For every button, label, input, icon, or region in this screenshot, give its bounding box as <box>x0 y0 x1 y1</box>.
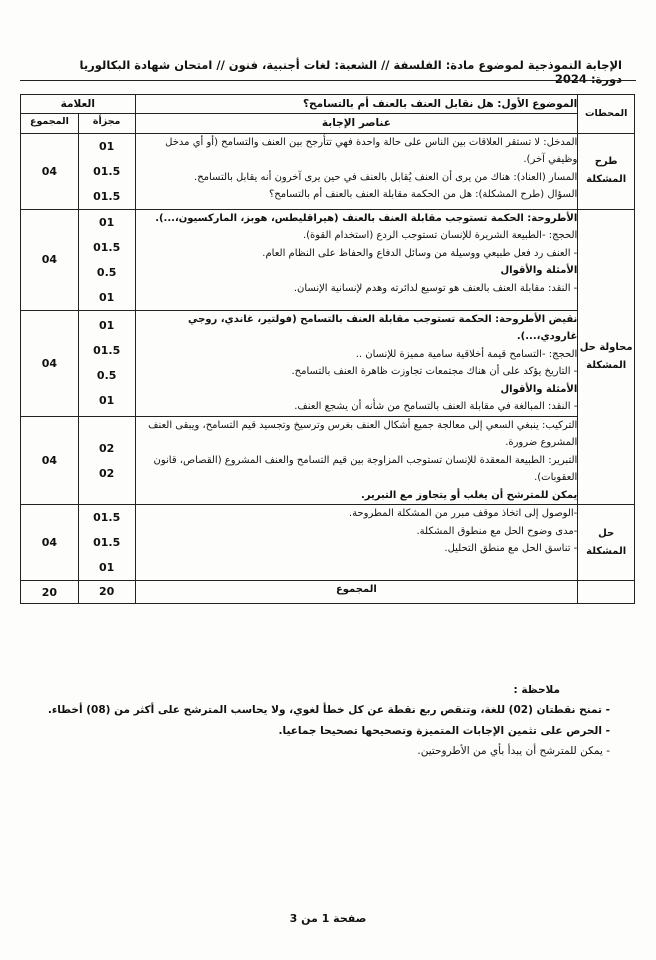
part-grade: 02 <box>99 441 115 455</box>
empty-cell <box>578 581 635 604</box>
part-grade: 01.5 <box>93 511 121 525</box>
answer-cell <box>135 133 578 209</box>
part-grade: 01 <box>99 561 115 575</box>
part-grade: 02 <box>99 466 115 480</box>
topic-title: الموضوع الأول: هل نقابل العنف بالعنف أم بالتسامح؟ <box>135 95 578 114</box>
total-grade: 04 <box>21 310 79 416</box>
answer-cell <box>135 416 578 505</box>
document-header: الإجابة النموذجية لموضوع مادة: الفلسفة // الشعبة: لغات أجنبية، فنون // امتحان شهادة البكالوريا دورة: 2024 <box>79 58 622 86</box>
column-header-part: مجزأة <box>78 114 135 133</box>
part-grades <box>78 209 135 310</box>
column-header-total: المجموع <box>21 114 79 133</box>
part-grade: 01.5 <box>93 344 121 358</box>
answer-line: يمكن للمترشح أن يغلب أو يتجاوز مع التبرير. <box>360 489 578 501</box>
answer-line: السؤال (طرح المشكلة): هل من الحكمة مقابلة العنف بالعنف أم بالتسامح؟ <box>269 189 578 201</box>
answer-cell <box>135 310 578 416</box>
part-grade: 01 <box>99 319 115 333</box>
total-grade: 04 <box>21 209 79 310</box>
answer-line: - العنف رد فعل طبيعي ووسيلة من وسائل الدفاع والحفاظ على النظام العام. <box>262 247 578 259</box>
total-grade: 04 <box>21 416 79 505</box>
answer-line: الأطروحة: الحكمة تستوجب مقابلة العنف بالعنف (هيراقليطس، هوبز، الماركسيون،...). <box>155 212 578 224</box>
axis-label: طرح المشكلة <box>578 133 635 209</box>
answer-line: المدخل: لا تستقر العلاقات بين الناس على حالة واحدة فهي تتأرجح بين العنف والتسامح (أو أي مدخل وظيفي آخر). <box>165 136 578 166</box>
answer-line: -مدى وضوح الحل مع منطوق المشكلة. <box>416 525 578 537</box>
column-header-answer: عناصر الإجابة <box>135 114 578 133</box>
table-row <box>21 416 635 505</box>
axis-label: حل المشكلة <box>578 505 635 581</box>
answer-line: الأمثلة والأقوال <box>500 265 578 277</box>
table-row <box>21 209 635 310</box>
answer-line: نقيض الأطروحة: الحكمة تستوجب مقابلة العنف بالتسامح (فولتير، غاندي، روجي غارودي،...). <box>187 313 578 343</box>
part-grades <box>78 416 135 505</box>
sum-row <box>21 581 635 604</box>
answer-line: الحجج: -التسامح قيمة أخلاقية سامية مميزة للإنسان .. <box>355 348 578 360</box>
answer-line: التبرير: الطبيعة المعقدة للإنسان تستوجب المزاوجة بين قيم التسامح والعنف المشروع (القصاص، قانون العقوبات). <box>153 454 578 484</box>
note-item: - يمكن للمترشح أن يبدأ بأي من الأطروحتين. <box>417 745 610 758</box>
answer-line: الأمثلة والأقوال <box>500 383 578 395</box>
total-grade: 04 <box>21 133 79 209</box>
column-header-grade: العلامة <box>21 95 136 114</box>
header-divider <box>20 80 636 81</box>
sum-part: 20 <box>78 581 135 604</box>
part-grade: 01.5 <box>93 164 121 178</box>
note-item: - الحرص على تثمين الإجابات المتميزة وتصحيحها تصحيحا جماعيا. <box>278 724 610 737</box>
part-grade: 01.5 <box>93 240 121 254</box>
part-grade: 01.5 <box>93 536 121 550</box>
sum-total: 20 <box>21 581 79 604</box>
answer-cell <box>135 505 578 581</box>
notes-title: ملاحظة : <box>513 684 560 696</box>
part-grade: 01 <box>99 139 115 153</box>
part-grade: 01 <box>99 215 115 229</box>
part-grade: 01.5 <box>93 189 121 203</box>
answer-line: -الوصول إلى اتخاذ موقف مبرر من المشكلة المطروحة. <box>348 508 578 520</box>
part-grades <box>78 505 135 581</box>
part-grade: 0.5 <box>96 265 117 279</box>
answer-line: - تناسق الحل مع منطق التحليل. <box>444 543 578 555</box>
answer-line: التركيب: ينبغي السعي إلى معالجة جميع أشكال العنف بغرس وترسيخ وتجسيد قيم التسامح، ويبقى العنف المشروع ضرورة. <box>148 419 578 449</box>
axis-label: محاولة حل المشكلة <box>578 209 635 505</box>
part-grade: 0.5 <box>96 369 117 383</box>
answer-line: المسار (العناد): هناك من يرى أن العنف يُقابل بالعنف في حين يرى آخرون أنه يقابل بالتسامح. <box>194 171 578 183</box>
answer-line: - التاريخ يؤكد على أن هناك مجتمعات تجاوزت ظاهرة العنف بالتسامح. <box>291 366 578 378</box>
table-row <box>21 505 635 581</box>
sum-label: المجموع <box>135 581 578 604</box>
total-grade: 04 <box>21 505 79 581</box>
answer-line: - النقد: مقابلة العنف بالعنف هو توسيع لدائرته وهدم لإنسانية الإنسان. <box>293 282 578 294</box>
part-grades <box>78 133 135 209</box>
part-grades <box>78 310 135 416</box>
table-row <box>21 310 635 416</box>
column-header-axes: المحطات <box>578 95 635 134</box>
answer-key-table <box>20 94 635 604</box>
notes-section <box>30 680 630 762</box>
note-item: - تمنح نقطتان (02) للغة، وتنقص ربع نقطة عن كل خطأ لغوي، ولا يحاسب المترشح على أكثر من (08) أخطاء. <box>47 704 610 717</box>
part-grade: 01 <box>99 290 115 304</box>
answer-line: - النقد: المبالغة في مقابلة العنف بالتسامح من شأنه أن يشجع العنف. <box>294 401 578 413</box>
answer-cell <box>135 209 578 310</box>
part-grade: 01 <box>99 394 115 408</box>
table-row <box>21 133 635 209</box>
answer-line: الحجج: -الطبيعة الشريرة للإنسان تستوجب الردع (استخدام القوة). <box>302 230 578 242</box>
page-number: صفحة 1 من 3 <box>289 912 367 925</box>
